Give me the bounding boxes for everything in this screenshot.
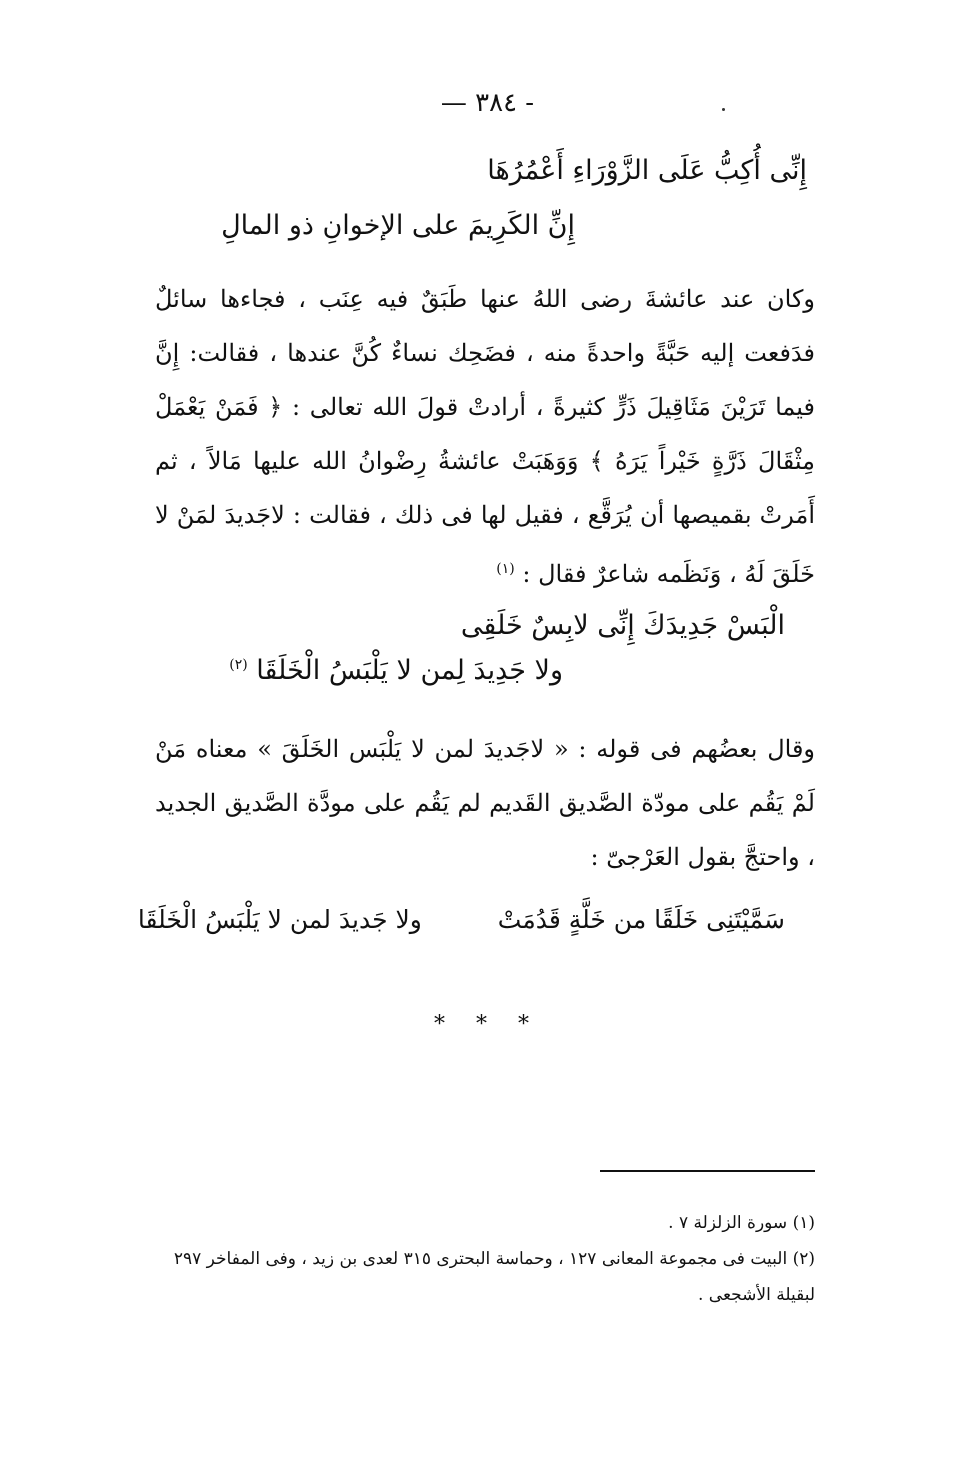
page-number: — ٣٨٤ -	[440, 88, 535, 118]
verse-1-line-2: إِنِّ الكَرِيمَ على الإخوانِ ذو المالِ	[221, 210, 575, 241]
footnote-divider	[600, 1170, 815, 1172]
verse-1-line-1: إِنِّى أُكِبُّ عَلَى الزَّوْرَاءِ أَعْمُرُهَا	[487, 155, 807, 186]
footnote-ref-1: (١)	[496, 561, 515, 577]
verse-3	[138, 905, 785, 934]
verse-2-line-1: الْبَسْ جَدِيدَكَ إِنِّى لابِسٌ خَلَقِى	[460, 610, 785, 641]
verse-3-hemistich-2: ولا جَديدَ لمن لا يَلْبَسُ الْخَلَقَا	[137, 905, 422, 934]
footnote-1: (١) سورة الزلزلة ٧ .	[668, 1213, 815, 1233]
verse-2-line-2: ولا جَدِيدَ لِمن لا يَلْبَسُ الْخَلَقَا	[256, 655, 563, 686]
print-speck	[722, 108, 725, 111]
paragraph-interpretation: وقال بعضُهم فى قوله : « لاجَديدَ لمن لا يَلْبَس الخَلَقَ » معناه مَنْ لَمْ يَقُم على مودّة الصَّديق القَديم لم يَقُم على مودَّة الصَّديق الجديد ، واحتجَّ بقول العَرْجىّ :	[155, 735, 815, 871]
footnote-2: (٢) البيت فى مجموعة المعانى ١٢٧ ، وحماسة البحترى ٣١٥ لعدى بن زيد ، وفى المفاخر ٢٩٧ لبقيلة الأشجعى .	[173, 1249, 815, 1305]
paragraph-aisha-story	[155, 272, 815, 601]
paragraph-1-text: وكان عند عائشةَ رضى اللهُ عنها طَبَقٌ فيه عِنَب ، فجاءها سائلٌ فدَفعت إليه حَبَّةً واحدةً منه ، فضَحِك نساءٌ كُنَّ عندها ، فقالت: إِنَّ فيما تَرَيْنَ مَثَاقِيلَ ذَرٍّ كثيرةً ، أرادتْ قولَ الله تعالى : ﴿ فَمَنْ يَعْمَلْ مِثْقَالَ ذَرَّةٍ خَيْراً يَرَهُ ﴾ وَوَهَبَتْ عائشةُ رِضْوانُ الله عليها مَالاً ، ثم أَمَرتْ بقميصها أن يُرَقَّع ، فقيل لها فى ذلك ، فقالت : لاجَديدَ لمَنْ لا خَلَقَ لَهُ ، وَنَظَمه شاعرٌ فقال :	[155, 285, 815, 588]
verse-2-line-2-wrapper	[229, 655, 563, 686]
verse-3-hemistich-1: سَمَّيْتَنِى خَلَقًا من خَلَّةٍ قَدُمَتْ	[497, 905, 785, 934]
footnote-ref-2: (٢)	[229, 657, 248, 673]
footnotes	[155, 1205, 815, 1313]
section-separator: * * *	[434, 1012, 541, 1037]
